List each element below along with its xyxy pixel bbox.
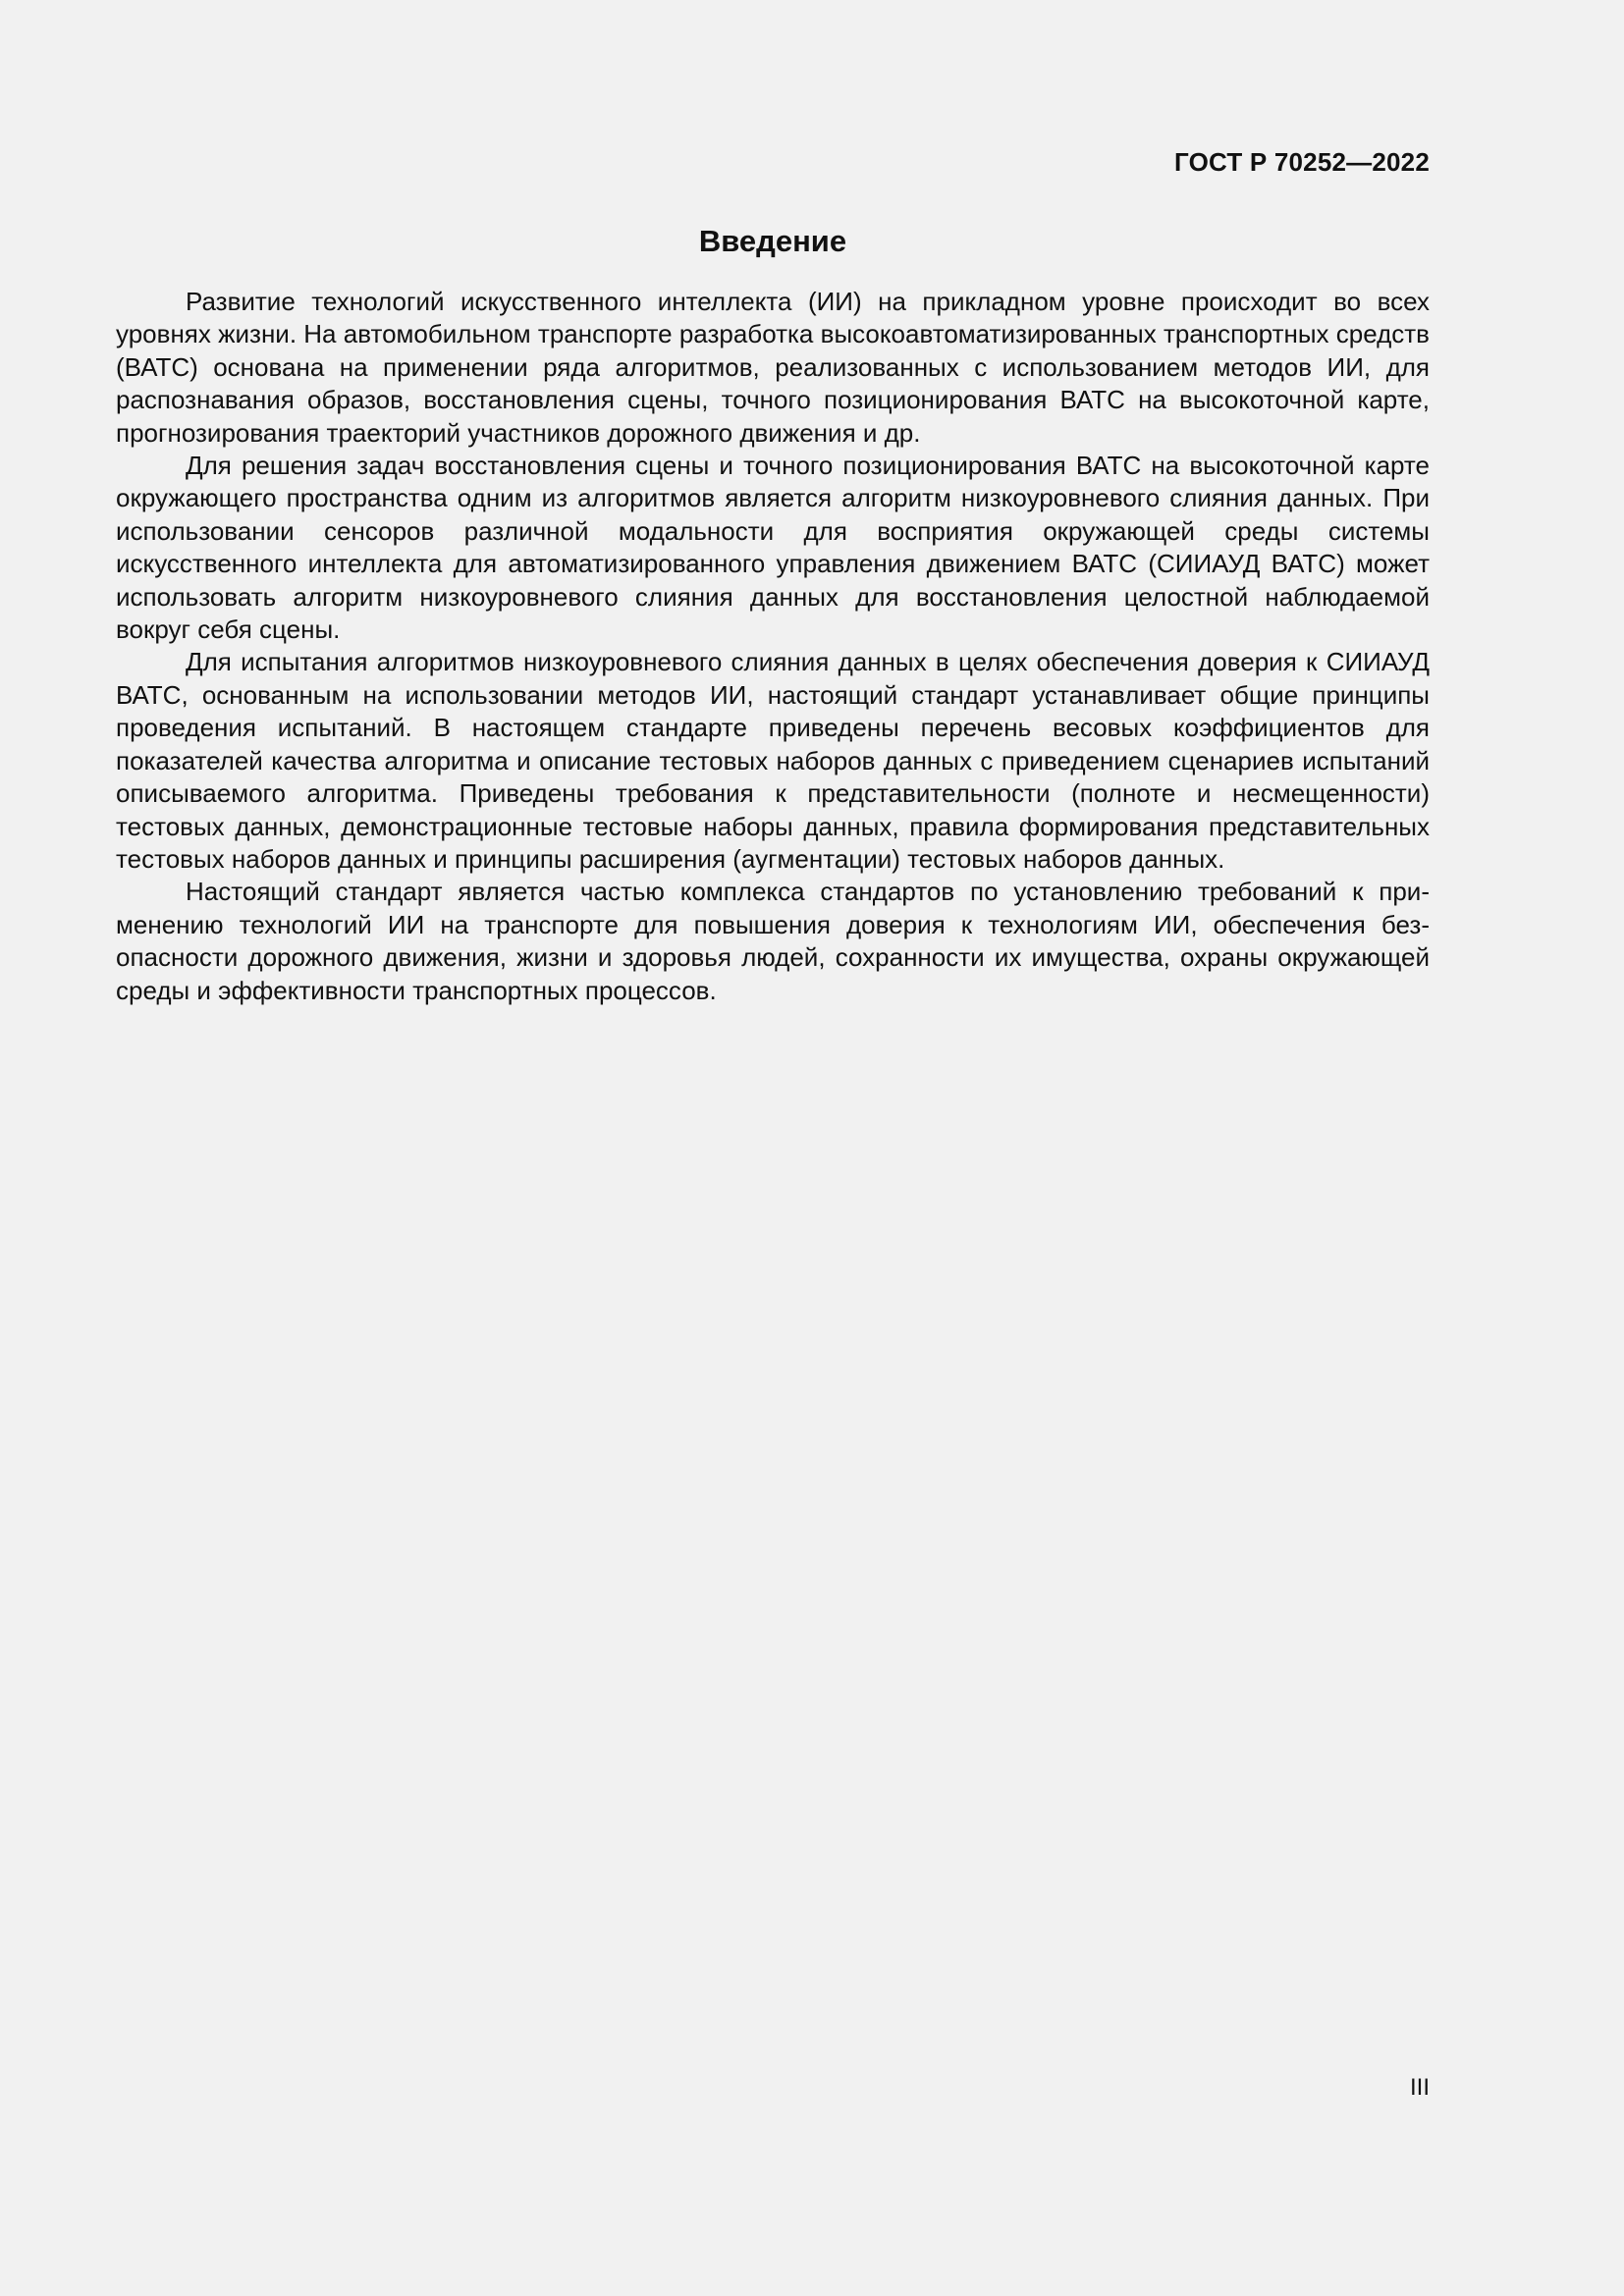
body-text: [116, 286, 1430, 1007]
paragraph: Развитие технологий искусственного интеллекта (ИИ) на прикладном уровне происходит во всех уровнях жизни. На автомобильном транспорте разработка высокоавтоматизированных транспортных средств (ВАТС) основана на применении ряда алгоритмов, реализованных с использованием методов ИИ, для распознавания образов, восстановления сцены, точного позиционирования ВАТС на высокоточной карте, прогнозирования траекторий участников дорожного движения и др.: [116, 287, 1430, 448]
paragraph: Настоящий стандарт является частью комплекса стандартов по установлению требований к применению технологий ИИ на транспорте для повышения доверия к технологиям ИИ, обеспечения безопасности дорожного движения, жизни и здоровья людей, сохранности их имущества, охраны окружающей среды и эффективности транспортных процессов.: [116, 877, 1430, 1005]
paragraph: Для решения задач восстановления сцены и точного позиционирования ВАТС на высокоточной карте окружающего пространства одним из алгоритмов является алгоритм низкоуровневого слияния данных. При использовании сенсоров различной модальности для восприятия окружающей среды системы искусственного интеллекта для автоматизированного управления движением ВАТС (СИИАУД ВАТС) может использовать алгоритм низкоуровневого слияния данных для восстановления целостной наблюдаемой вокруг себя сцены.: [116, 451, 1430, 645]
page-number: III: [1409, 2074, 1430, 2101]
document-code-header: ГОСТ Р 70252—2022: [1174, 147, 1430, 177]
section-title: Введение: [698, 224, 847, 258]
paragraph: Для испытания алгоритмов низкоуровневого слияния данных в целях обеспечения доверия к СИИАУД ВАТС, основанным на использовании методов ИИ, настоящий стандарт устанавливает общие принципы проведения испытаний. В настоящем стандарте приведены перечень весовых коэффициентов для показателей качества алгоритма и описание тестовых наборов данных с приведением сценариев испытаний описываемого алгоритма. Приведены требования к представительности (полноте и несмещенности) тестовых данных, демонстрационные тестовые наборы данных, правила формирования представительных тестовых наборов данных и принципы расширения (аугментации) тестовых наборов данных.: [116, 647, 1430, 874]
